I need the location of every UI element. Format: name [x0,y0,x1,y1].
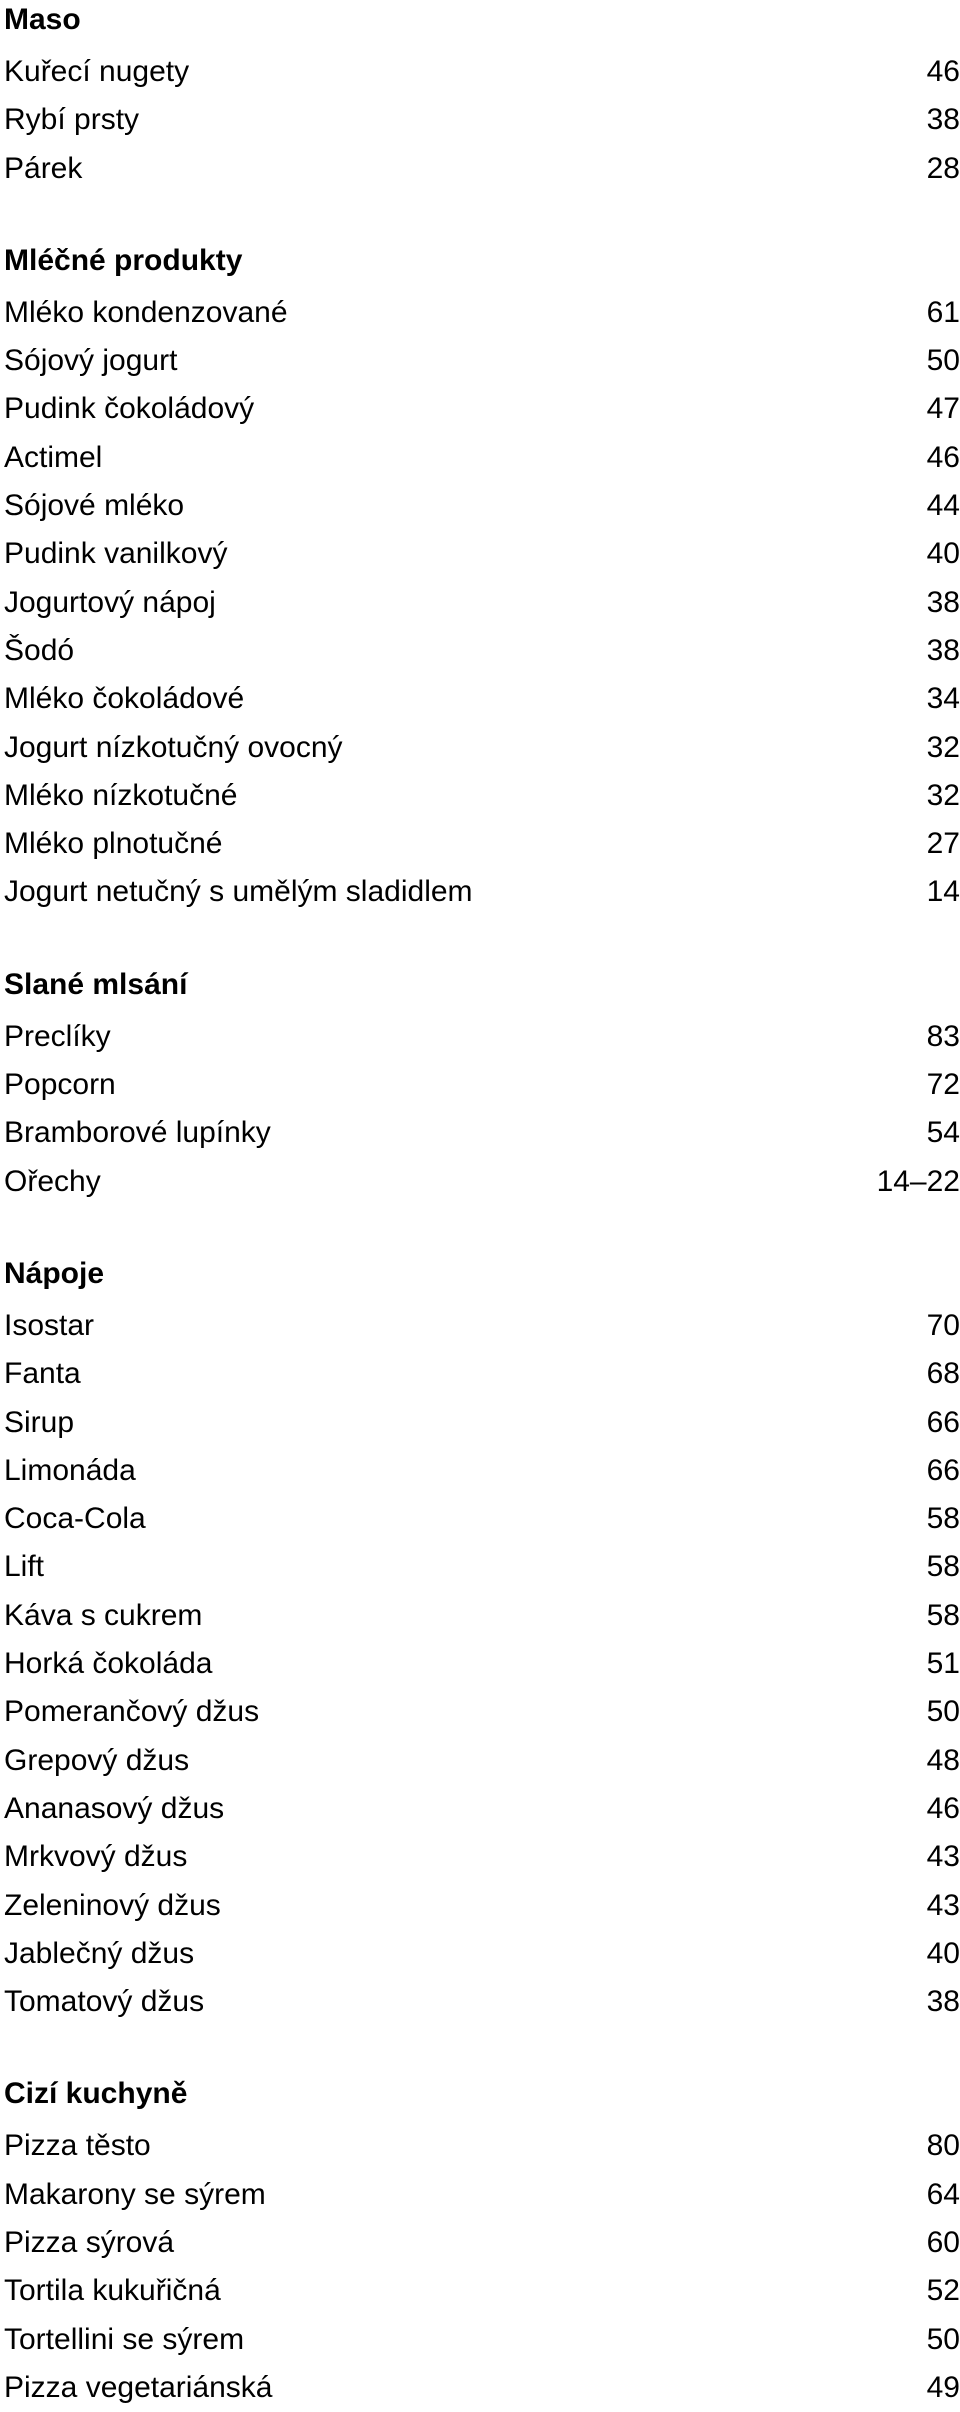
item-value: 38 [926,1985,960,2019]
list-item [0,1882,960,1930]
list-item [0,2122,960,2170]
list-item [0,868,960,916]
item-name: Bramborové lupínky [4,1116,271,1150]
list-item [0,96,960,144]
list-item [0,145,960,193]
item-value: 61 [926,295,960,329]
item-name: Lift [4,1550,45,1584]
item-value: 46 [926,440,960,474]
item-name: Preclíky [4,1019,111,1053]
item-name: Mléko kondenzované [4,295,288,329]
list-item [0,1302,960,1350]
item-value: 80 [926,2129,960,2163]
list-item [0,1785,960,1833]
list-item [0,2219,960,2267]
list-item [0,48,960,96]
item-name: Pudink vanilkový [4,537,228,571]
item-value: 32 [926,730,960,764]
item-value: 52 [926,2274,960,2308]
list-item [0,579,960,627]
list-item [0,337,960,385]
item-value: 34 [926,682,960,716]
item-name: Párek [4,151,83,185]
item-value: 66 [926,1405,960,1439]
list-item [0,1930,960,1978]
item-value: 58 [926,1502,960,1536]
item-value: 50 [926,1695,960,1729]
category-section [0,241,960,917]
item-name: Actimel [4,440,103,474]
list-item [0,1495,960,1543]
item-name: Pudink čokoládový [4,392,255,426]
item-value: 50 [926,344,960,378]
item-name: Pizza těsto [4,2129,151,2163]
list-item [0,1688,960,1736]
item-name: Isostar [4,1308,95,1342]
category-section [0,965,960,1206]
item-value: 68 [926,1357,960,1391]
item-name: Tortellini se sýrem [4,2322,245,2356]
item-name: Ananasový džus [4,1791,225,1825]
item-name: Jogurt nízkotučný ovocný [4,730,343,764]
item-value: 58 [926,1598,960,1632]
item-value: 64 [926,2177,960,2211]
list-item [0,530,960,578]
item-value: 38 [926,633,960,667]
category-heading: Cizí kuchyně [4,2077,188,2111]
item-name: Mléko čokoládové [4,682,245,716]
item-value: 46 [926,55,960,88]
item-name: Kuřecí nugety [4,55,190,88]
item-value: 54 [926,1116,960,1150]
category-section [0,1254,960,2026]
item-name: Ořechy [4,1164,101,1198]
item-value: 40 [926,1936,960,1970]
item-name: Horká čokoláda [4,1647,213,1681]
item-value: 27 [926,827,960,861]
item-value: 38 [926,585,960,619]
item-value: 70 [926,1308,960,1342]
item-name: Jogurt netučný s umělým sladidlem [4,875,473,909]
list-item [0,1061,960,1109]
item-value: 66 [926,1453,960,1487]
category-heading: Slané mlsání [4,967,188,1001]
item-name: Sójový jogurt [4,344,178,378]
item-value: 60 [926,2225,960,2259]
item-name: Jablečný džus [4,1936,195,1970]
list-item [0,2171,960,2219]
item-value: 44 [926,489,960,523]
item-value: 32 [926,778,960,812]
list-item [0,675,960,723]
item-name: Rybí prsty [4,103,140,137]
item-value: 48 [926,1743,960,1777]
list-item [0,385,960,433]
list-item [0,434,960,482]
category-section [0,2074,960,2412]
item-name: Fanta [4,1357,81,1391]
item-value: 51 [926,1647,960,1681]
item-name: Sójové mléko [4,489,185,523]
item-name: Coca-Cola [4,1502,146,1536]
item-name: Grepový džus [4,1743,190,1777]
category-heading: Maso [4,3,81,36]
list-item [0,724,960,772]
item-value: 14–22 [876,1164,960,1198]
item-name: Káva s cukrem [4,1598,203,1632]
item-name: Zeleninový džus [4,1888,221,1922]
item-value: 50 [926,2322,960,2356]
list-item [0,1399,960,1447]
item-value: 83 [926,1019,960,1053]
item-name: Šodó [4,633,75,667]
category-section [0,0,960,193]
item-name: Tomatový džus [4,1985,205,2019]
list-item [0,1978,960,2026]
list-item [0,2267,960,2315]
list-item [0,2364,960,2412]
list-item [0,1158,960,1206]
category-heading: Nápoje [4,1256,105,1290]
list-item [0,627,960,675]
item-value: 72 [926,1068,960,1102]
list-item [0,1592,960,1640]
item-value: 40 [926,537,960,571]
list-item [0,1109,960,1157]
item-value: 47 [926,392,960,426]
list-item [0,1833,960,1881]
list-item [0,1013,960,1061]
item-name: Mléko plnotučné [4,827,223,861]
item-value: 49 [926,2370,960,2404]
list-item [0,482,960,530]
item-name: Makarony se sýrem [4,2177,266,2211]
item-value: 28 [926,151,960,185]
item-name: Mléko nízkotučné [4,778,238,812]
item-name: Pizza sýrová [4,2225,175,2259]
category-heading: Mléčné produkty [4,243,243,277]
item-name: Mrkvový džus [4,1840,188,1874]
list-item [0,1447,960,1495]
item-value: 43 [926,1840,960,1874]
item-value: 38 [926,103,960,137]
item-value: 43 [926,1888,960,1922]
list-item [0,2316,960,2364]
item-name: Sirup [4,1405,75,1439]
item-name: Pizza vegetariánská [4,2370,273,2404]
list-item [0,1350,960,1398]
list-item [0,772,960,820]
item-name: Pomerančový džus [4,1695,260,1729]
item-name: Limonáda [4,1453,136,1487]
item-name: Jogurtový nápoj [4,585,216,619]
item-name: Popcorn [4,1068,116,1102]
item-value: 58 [926,1550,960,1584]
list-item [0,820,960,868]
item-value: 14 [926,875,960,909]
list-item [0,1640,960,1688]
list-item [0,289,960,337]
list-item [0,1543,960,1591]
item-name: Tortila kukuřičná [4,2274,221,2308]
list-item [0,1737,960,1785]
item-value: 46 [926,1791,960,1825]
